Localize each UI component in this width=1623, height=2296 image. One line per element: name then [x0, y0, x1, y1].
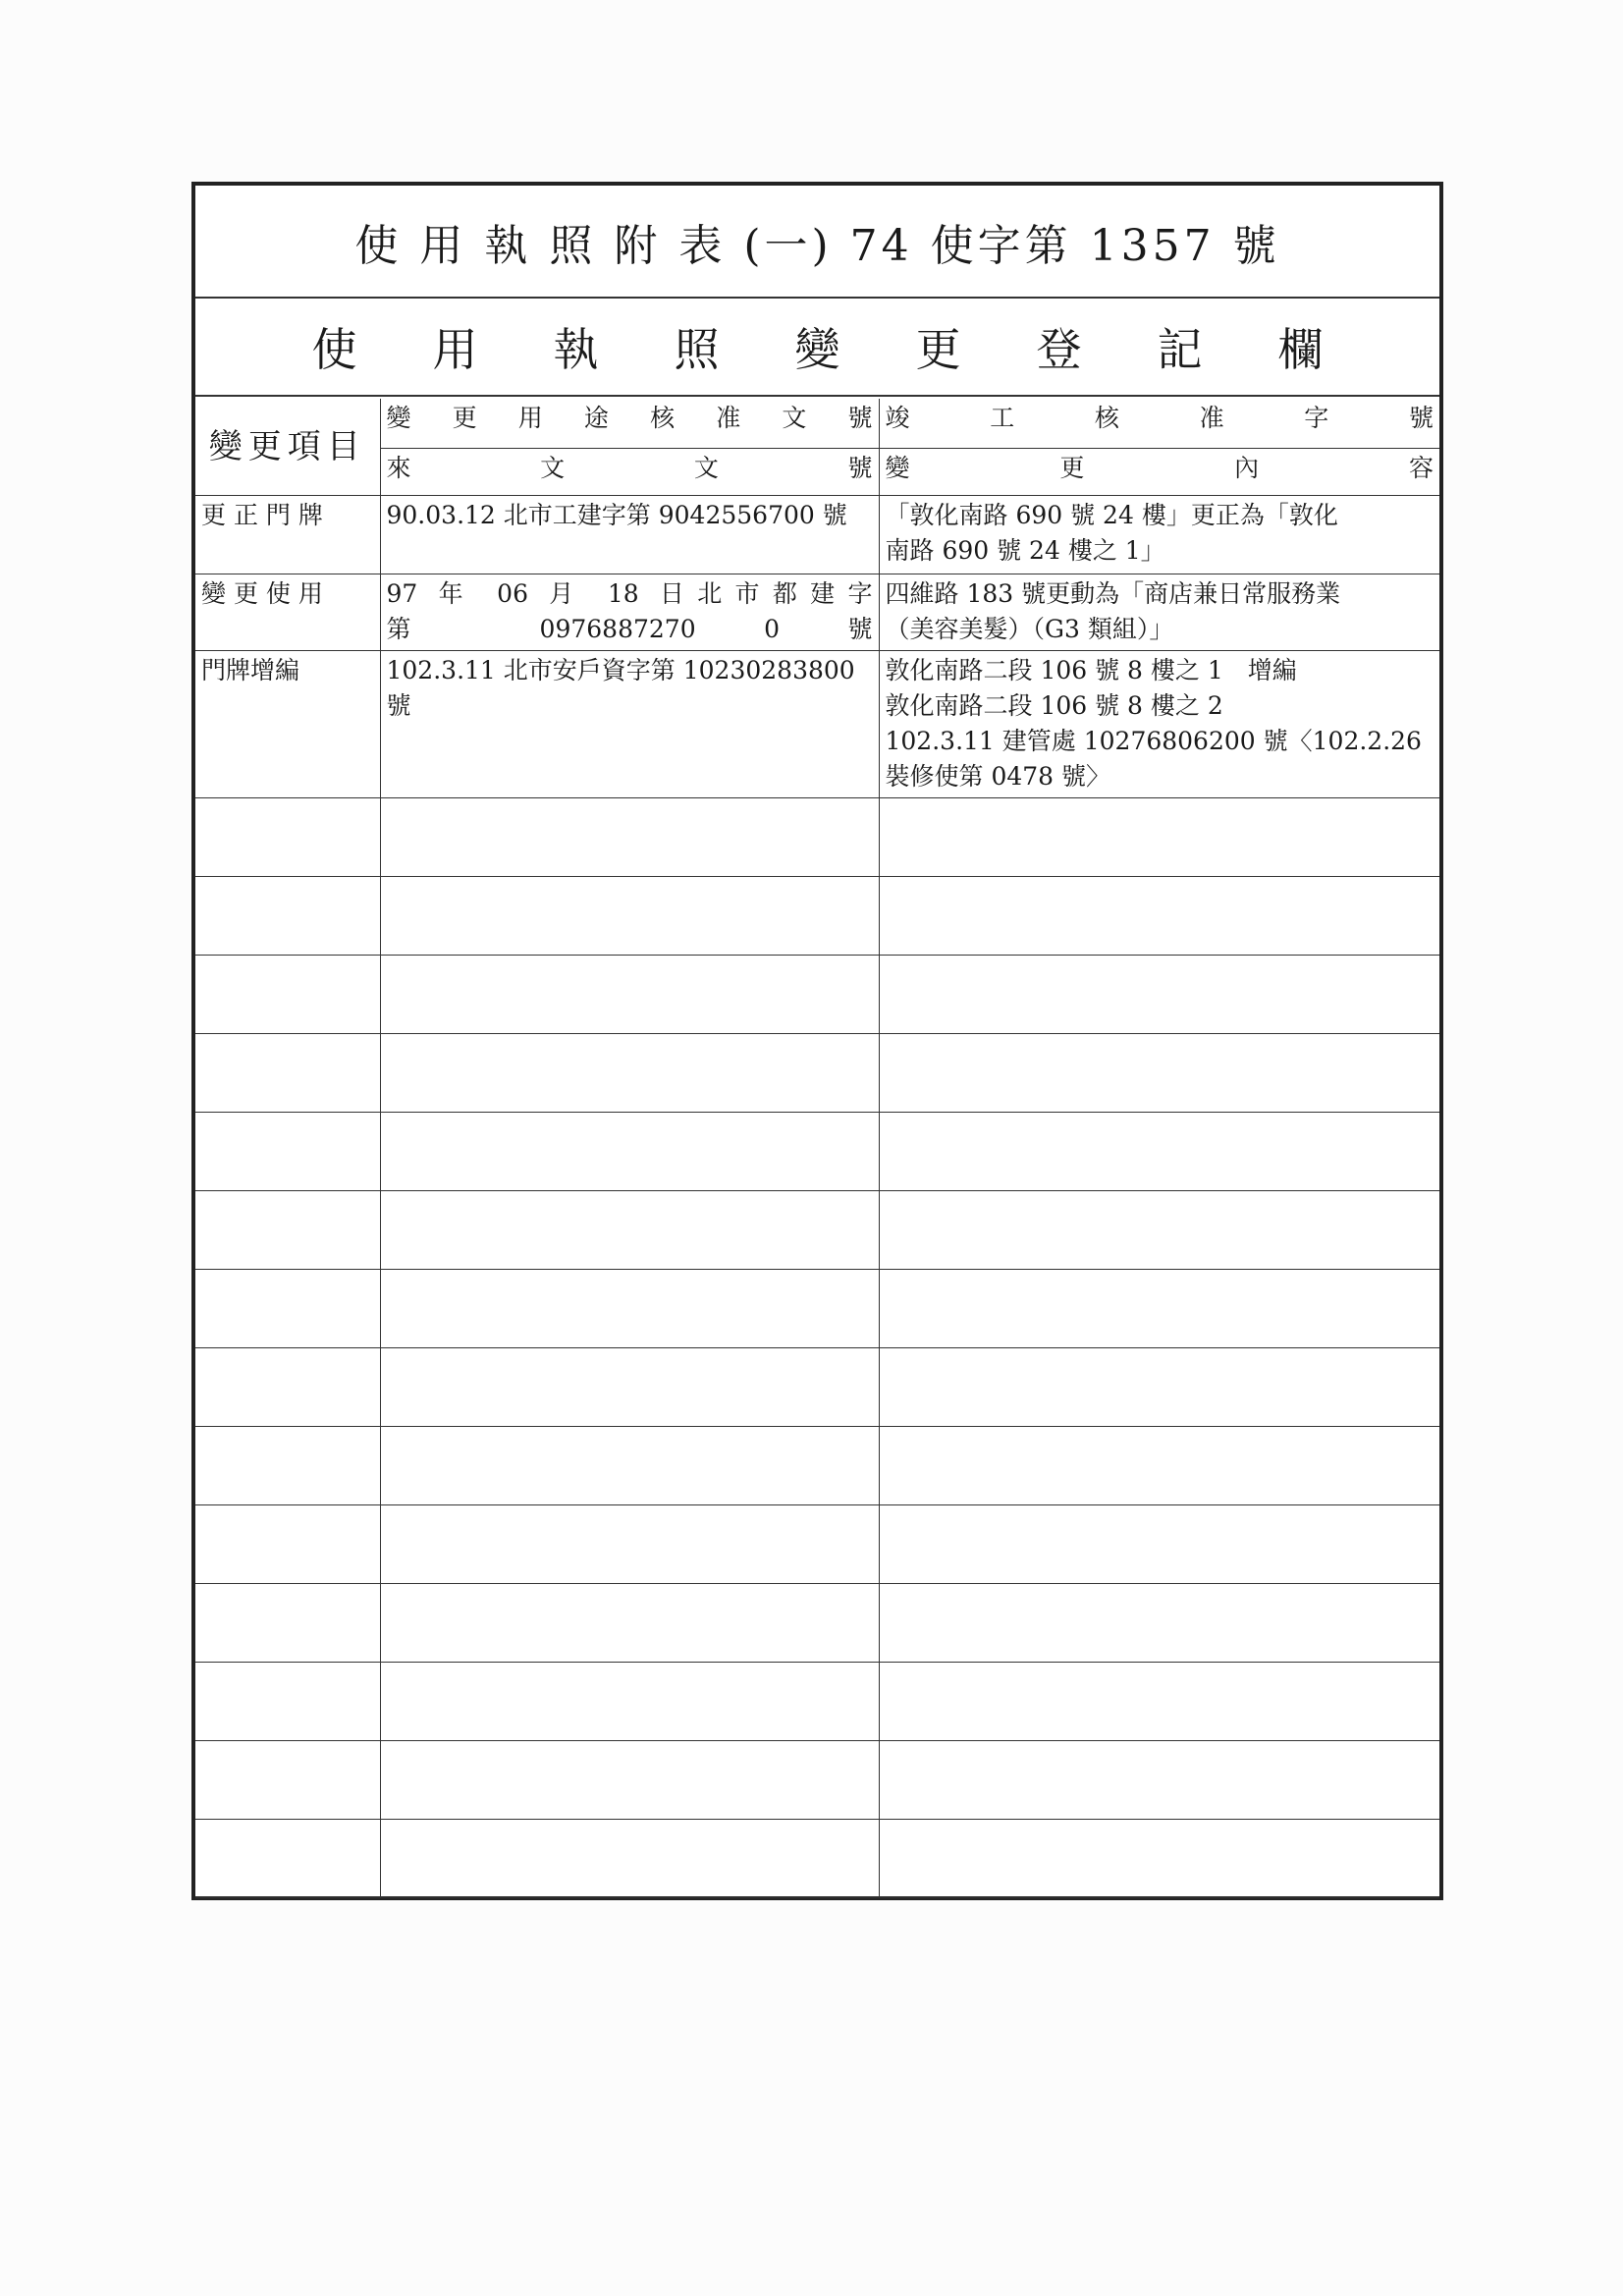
subtitle-char: 用 [432, 323, 478, 376]
reference-number [380, 650, 879, 797]
change-item: 變 更 使 用 [195, 574, 380, 650]
reference-line: 90.03.12 北市工建字第 9042556700 號 [386, 500, 847, 529]
blank-row [195, 1269, 1439, 1347]
blank-cell [380, 1033, 879, 1112]
blank-cell [195, 955, 380, 1033]
blank-cell [879, 1662, 1439, 1740]
blank-cell [879, 1347, 1439, 1426]
blank-cell [195, 1583, 380, 1662]
blank-cell [380, 1112, 879, 1190]
header-char: 號 [847, 404, 873, 432]
blank-cell [195, 797, 380, 876]
blank-cell [380, 1347, 879, 1426]
blank-row [195, 876, 1439, 955]
header-char: 用 [517, 404, 543, 432]
blank-cell [195, 1033, 380, 1112]
header-char: 容 [1408, 453, 1434, 482]
blank-cell [380, 1504, 879, 1583]
blank-cell [380, 1583, 879, 1662]
header-char: 文 [540, 453, 566, 482]
blank-row [195, 797, 1439, 876]
blank-cell [879, 1740, 1439, 1819]
content-line: 102.3.11 建管處 10276806200 號〈102.2.26 [885, 726, 1422, 755]
blank-cell [879, 1190, 1439, 1269]
reference-line: 102.3.11 北市安戶資字第 10230283800 [386, 655, 855, 684]
blank-cell [380, 1740, 879, 1819]
blank-cell [879, 1112, 1439, 1190]
blank-row [195, 1426, 1439, 1504]
header-char: 准 [1199, 404, 1224, 432]
blank-cell [195, 1504, 380, 1583]
subtitle-char: 執 [553, 323, 599, 376]
table-row [195, 574, 1439, 650]
reference-line: 第 0976887270 0 號 [386, 614, 873, 643]
blank-cell [380, 876, 879, 955]
change-register-table [195, 399, 1439, 1898]
header-char: 字 [1304, 404, 1329, 432]
blank-cell [380, 955, 879, 1033]
blank-cell [195, 1662, 380, 1740]
subtitle-char: 更 [915, 323, 961, 376]
header-change-content [879, 448, 1439, 495]
blank-cell [879, 1504, 1439, 1583]
header-char: 更 [1059, 453, 1085, 482]
blank-cell [195, 1740, 380, 1819]
subtitle-char: 照 [674, 323, 720, 376]
blank-row [195, 1112, 1439, 1190]
content-line: （美容美髮）（G3 類組）」 [885, 614, 1174, 643]
blank-cell [195, 1426, 380, 1504]
subtitle-char: 登 [1036, 323, 1082, 376]
header-char: 准 [716, 404, 741, 432]
blank-cell [380, 1426, 879, 1504]
blank-row [195, 1662, 1439, 1740]
header-char: 文 [782, 404, 807, 432]
header-char: 核 [650, 404, 676, 432]
subtitle-char: 記 [1157, 323, 1203, 376]
reference-number [380, 495, 879, 574]
header-char: 更 [452, 404, 477, 432]
change-content [879, 574, 1439, 650]
header-completion-no [879, 399, 1439, 448]
header-incoming-doc-no [380, 448, 879, 495]
blank-cell [879, 1426, 1439, 1504]
header-char: 竣 [885, 404, 910, 432]
blank-cell [879, 1819, 1439, 1897]
change-content [879, 650, 1439, 797]
blank-cell [879, 1033, 1439, 1112]
blank-row [195, 955, 1439, 1033]
change-item: 門牌增編 [195, 650, 380, 797]
content-line: 敦化南路二段 106 號 8 樓之 1 增編 [885, 655, 1297, 684]
blank-cell [879, 876, 1439, 955]
blank-cell [380, 1190, 879, 1269]
blank-cell [195, 1819, 380, 1897]
blank-cell [879, 1583, 1439, 1662]
header-char: 內 [1234, 453, 1260, 482]
content-line: 四維路 183 號更動為「商店兼日常服務業 [885, 578, 1341, 608]
reference-number [380, 574, 879, 650]
blank-row [195, 1190, 1439, 1269]
change-item: 更 正 門 牌 [195, 495, 380, 574]
form-subtitle [195, 299, 1439, 397]
blank-row [195, 1583, 1439, 1662]
blank-row [195, 1033, 1439, 1112]
header-char: 工 [990, 404, 1015, 432]
header-char: 途 [583, 404, 609, 432]
header-char: 變 [885, 453, 910, 482]
blank-row [195, 1504, 1439, 1583]
change-content [879, 495, 1439, 574]
header-char: 文 [693, 453, 719, 482]
blank-cell [380, 797, 879, 876]
blank-cell [380, 1269, 879, 1347]
header-char: 核 [1094, 404, 1119, 432]
blank-cell [195, 1347, 380, 1426]
permit-form [191, 182, 1443, 1900]
header-approval-doc-no [380, 399, 879, 448]
blank-row [195, 1819, 1439, 1897]
content-line: 敦化南路二段 106 號 8 樓之 2 [885, 690, 1223, 720]
content-line: 南路 690 號 24 樓之 1」 [885, 535, 1165, 565]
blank-cell [195, 1112, 380, 1190]
blank-row [195, 1347, 1439, 1426]
blank-cell [195, 1269, 380, 1347]
form-title: 使 用 執 照 附 表 (一) 74 使字第 1357 號 [195, 186, 1439, 299]
blank-cell [380, 1662, 879, 1740]
reference-line: 97 年 06 月 18 日北市都建字 [386, 578, 873, 608]
subtitle-char: 欄 [1277, 323, 1324, 376]
header-char: 變 [386, 404, 411, 432]
content-line: 裝修使第 0478 號〉 [885, 761, 1111, 791]
subtitle-char: 使 [311, 323, 357, 376]
content-line: 「敦化南路 690 號 24 樓」更正為「敦化 [885, 500, 1338, 529]
header-item-label: 變更項目 [195, 399, 380, 495]
blank-cell [879, 797, 1439, 876]
blank-cell [380, 1819, 879, 1897]
header-char: 來 [386, 453, 411, 482]
header-char: 號 [847, 453, 873, 482]
table-row [195, 495, 1439, 574]
subtitle-char: 變 [794, 323, 840, 376]
blank-row [195, 1740, 1439, 1819]
table-row [195, 650, 1439, 797]
header-char: 號 [1408, 404, 1434, 432]
reference-line: 號 [386, 690, 411, 720]
blank-cell [879, 1269, 1439, 1347]
blank-cell [195, 1190, 380, 1269]
blank-cell [879, 955, 1439, 1033]
blank-cell [195, 876, 380, 955]
